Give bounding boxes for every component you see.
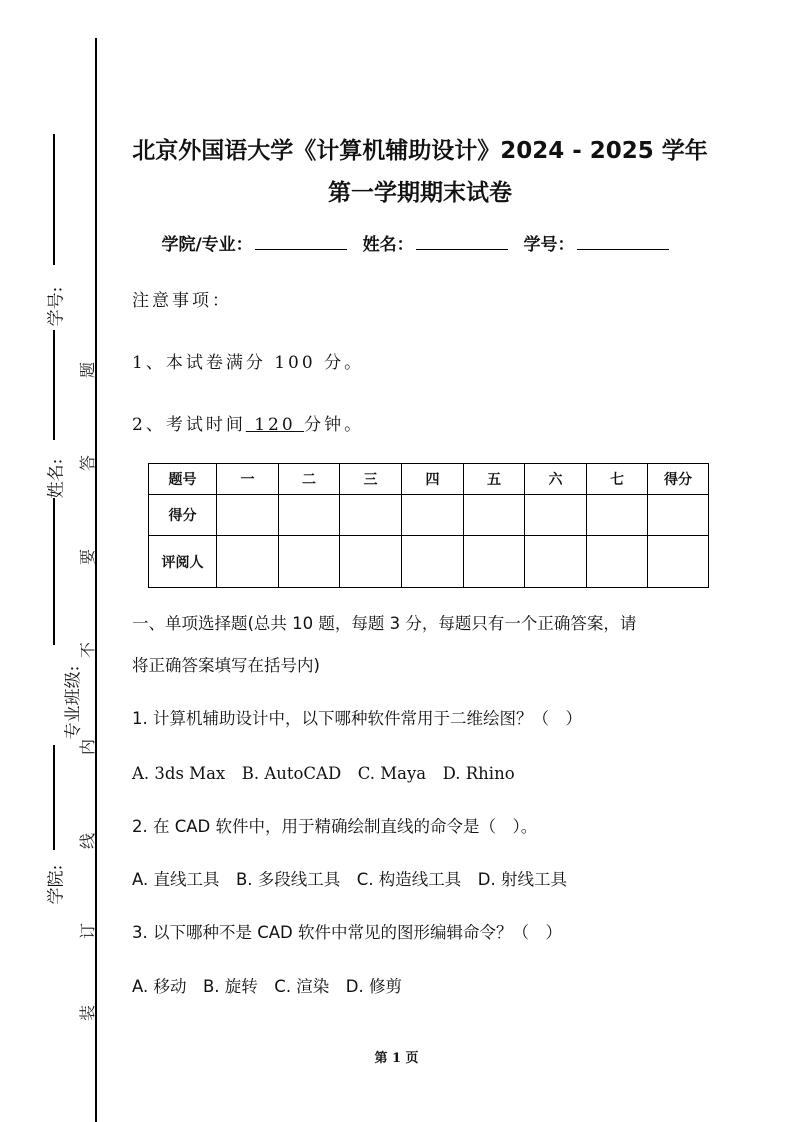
question-3-options: A. 移动 B. 旋转 C. 渲染 D. 修剪 — [132, 977, 403, 996]
score-cell[interactable] — [587, 495, 648, 536]
warning-char: 不 — [78, 642, 97, 659]
warning-char: 要 — [78, 549, 97, 566]
notes-heading: 注意事项： — [132, 291, 232, 311]
score-table — [148, 463, 709, 588]
header-cell: 六 — [525, 464, 587, 495]
table-row-grader — [149, 536, 709, 588]
header-cell: 得分 — [648, 464, 709, 495]
binding-line — [95, 38, 97, 1122]
warning-char: 答 — [78, 455, 97, 472]
grader-cell[interactable] — [587, 536, 648, 588]
warning-char: 内 — [78, 739, 97, 756]
grader-cell[interactable] — [648, 536, 709, 588]
question-2-options: A. 直线工具 B. 多段线工具 C. 构造线工具 D. 射线工具 — [132, 870, 568, 889]
warning-char: 线 — [78, 833, 97, 850]
student-id-line — [53, 134, 55, 265]
margin-label-student-id: 学号: — [46, 286, 67, 327]
page-number: 第 1 页 — [374, 1051, 419, 1066]
name-field[interactable] — [416, 235, 508, 250]
name-label: 姓名： — [362, 235, 414, 255]
warning-char: 订 — [78, 923, 97, 940]
name-line — [53, 330, 55, 440]
grader-cell[interactable] — [279, 536, 340, 588]
question-1-stem: 1. 计算机辅助设计中，以下哪种软件常用于二维绘图？（ ） — [132, 709, 582, 728]
score-cell[interactable] — [464, 495, 525, 536]
score-cell[interactable] — [402, 495, 464, 536]
note-item-2-suffix: 分钟。 — [304, 415, 365, 435]
student-info-row — [110, 230, 730, 255]
section-heading-cont: 将正确答案填写在括号内) — [132, 656, 320, 675]
section-heading: 一、单项选择题(总共 10 题，每题 3 分，每题只有一个正确答案，请 — [132, 614, 637, 633]
header-cell: 七 — [587, 464, 648, 495]
score-table-header — [149, 464, 709, 495]
grader-cell[interactable] — [340, 536, 402, 588]
score-cell[interactable] — [648, 495, 709, 536]
header-cell: 五 — [464, 464, 525, 495]
college-line — [53, 745, 55, 850]
college-major-label: 学院/专业： — [161, 235, 253, 255]
note-item-1: 1、本试卷满分 100 分。 — [132, 353, 365, 373]
grader-cell[interactable] — [464, 536, 525, 588]
college-major-field[interactable] — [255, 235, 347, 250]
question-1-options: A. 3ds Max B. AutoCAD C. Maya D. Rhino — [132, 764, 515, 783]
question-3-stem: 3. 以下哪种不是 CAD 软件中常见的图形编辑命令？（ ） — [132, 923, 562, 942]
margin-label-college: 学院: — [46, 864, 67, 905]
score-cell[interactable] — [340, 495, 402, 536]
class-line — [53, 498, 55, 645]
margin-label-name: 姓名: — [46, 458, 67, 499]
note-item-2 — [132, 410, 364, 435]
student-id-label: 学号： — [523, 235, 575, 255]
exam-title: 北京外国语大学《计算机辅助设计》2024 - 2025 学年 — [132, 138, 708, 164]
header-cell: 二 — [279, 464, 340, 495]
grader-cell[interactable] — [402, 536, 464, 588]
grader-cell[interactable] — [525, 536, 587, 588]
score-cell[interactable] — [525, 495, 587, 536]
question-2-stem: 2. 在 CAD 软件中，用于精确绘制直线的命令是（ ）。 — [132, 817, 538, 836]
header-cell: 题号 — [149, 464, 217, 495]
warning-char: 装 — [78, 1005, 97, 1022]
row-label: 评阅人 — [149, 536, 217, 588]
header-cell: 一 — [217, 464, 279, 495]
score-cell[interactable] — [217, 495, 279, 536]
grader-cell[interactable] — [217, 536, 279, 588]
margin-label-class: 专业班级: — [63, 665, 84, 740]
warning-char: 题 — [78, 362, 97, 379]
student-id-field[interactable] — [577, 235, 669, 250]
exam-duration-value: 120 — [245, 415, 305, 435]
header-cell: 三 — [340, 464, 402, 495]
exam-subtitle: 第一学期期末试卷 — [328, 180, 512, 206]
row-label: 得分 — [149, 495, 217, 536]
header-cell: 四 — [402, 464, 464, 495]
table-row-score — [149, 495, 709, 536]
note-item-2-prefix: 2、考试时间 — [132, 415, 246, 435]
score-cell[interactable] — [279, 495, 340, 536]
